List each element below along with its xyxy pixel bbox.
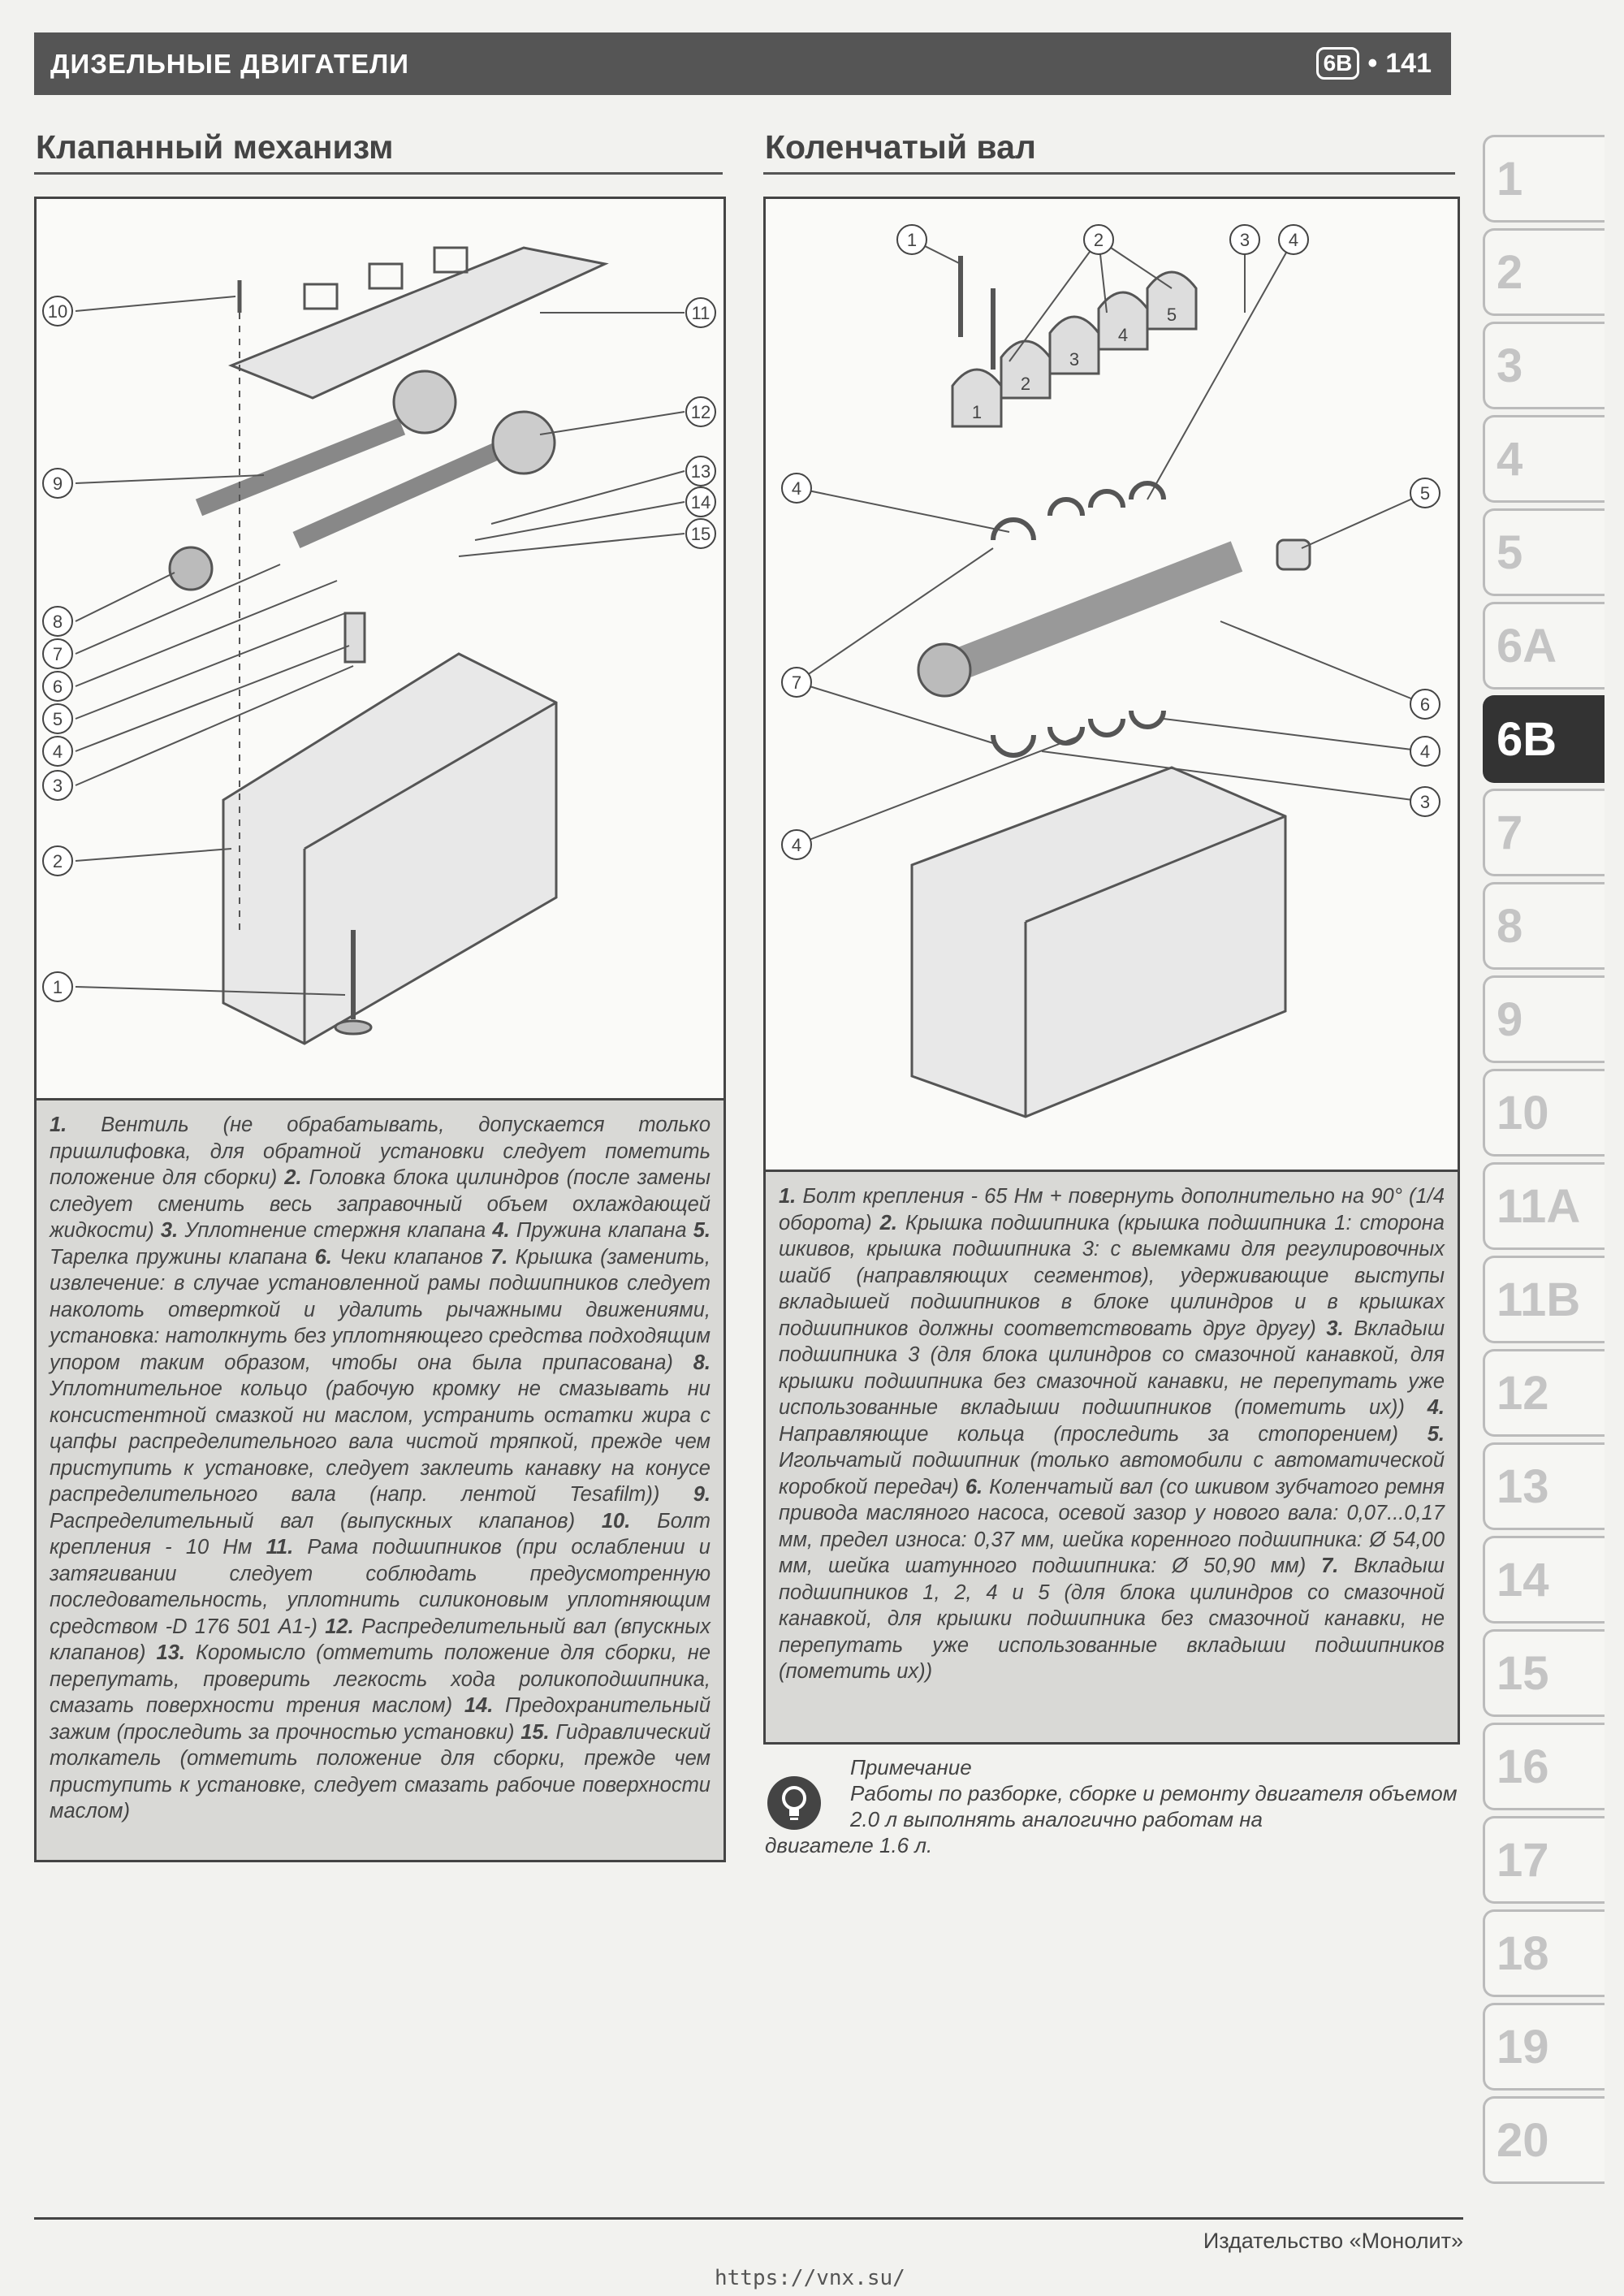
leader-line — [475, 502, 685, 540]
svg-text:4: 4 — [1419, 742, 1431, 762]
note-text-tail: двигателе 1.6 л. — [765, 1833, 933, 1857]
leader-line — [540, 412, 685, 435]
leader-line — [76, 849, 231, 861]
cylinder-block-shape — [912, 767, 1285, 1117]
chapter-tab[interactable]: 19 — [1483, 2003, 1605, 2091]
valve-train-caption — [37, 1098, 723, 1860]
callout — [43, 704, 72, 733]
callout — [43, 469, 72, 498]
section-heading: ДИЗЕЛЬНЫЕ ДВИГАТЕЛИ — [50, 49, 410, 79]
chapter-tab[interactable]: 1 — [1483, 135, 1605, 223]
chapter-tab-active[interactable]: 6B — [1483, 695, 1605, 783]
leader-line — [1302, 493, 1425, 548]
leader-line — [76, 475, 264, 483]
caption-item: 4. Направляющие кольца (проследить за стопорением) — [779, 1396, 1445, 1446]
diagram-parts — [76, 248, 685, 1044]
caption-item: 6. Чеки клапанов — [314, 1245, 491, 1269]
chapter-tab[interactable]: 7 — [1483, 789, 1605, 876]
caption-item: 2. Крышка подшипника (крышка подшипника 1: сторона шкивов, крышка подшипника 3: с выемками для регулировочных шайб (направляющих сегментов), удерживающие выступы вкладышей подшипников в блоке цилиндров и в крышках подшипников должны соответствовать друг другу) — [779, 1211, 1445, 1340]
needle-bearing-shape — [1277, 540, 1310, 569]
callout — [686, 298, 715, 327]
svg-text:12: 12 — [690, 402, 711, 422]
cap-number: 2 — [1020, 374, 1031, 394]
source-url[interactable]: https://vnx.su/ — [715, 2266, 905, 2290]
left-section-title: Клапанный механизм — [36, 128, 394, 166]
svg-text:3: 3 — [1419, 792, 1431, 812]
callout — [686, 519, 715, 548]
bullet: • — [1367, 47, 1378, 79]
callout — [1410, 690, 1440, 719]
running-header — [34, 32, 1451, 95]
chapter-tab[interactable]: 18 — [1483, 1909, 1605, 1997]
svg-text:3: 3 — [1239, 230, 1250, 250]
crankshaft-shape — [944, 556, 1237, 670]
leader-line — [1220, 621, 1425, 704]
chapter-tab[interactable]: 5 — [1483, 508, 1605, 596]
svg-text:11: 11 — [691, 303, 710, 323]
callout — [1279, 225, 1308, 254]
caption-item: 12. Распределительный вал (впускных клапанов) — [50, 1615, 711, 1664]
svg-text:6: 6 — [52, 677, 63, 697]
leader-line — [1164, 719, 1425, 751]
callout — [43, 972, 72, 1001]
chapter-tab[interactable]: 11A — [1483, 1162, 1605, 1250]
chapter-tab[interactable]: 4 — [1483, 415, 1605, 503]
svg-text:4: 4 — [791, 835, 802, 855]
valve-spring-shape — [345, 613, 365, 662]
svg-text:4: 4 — [791, 478, 802, 499]
caption-item: 1. Вентиль (не обрабатывать, допускается только пришлифовка, для обратной установки следует пометить положение для сборки) — [50, 1113, 710, 1189]
callout — [43, 639, 72, 668]
callout — [686, 456, 715, 486]
caption-item: 3. Уплотнение стержня клапана — [160, 1219, 493, 1242]
callout — [43, 771, 72, 800]
svg-text:10: 10 — [47, 301, 68, 322]
guide-ring-shape — [1091, 719, 1123, 735]
chapter-tab[interactable]: 17 — [1483, 1816, 1605, 1904]
svg-text:5: 5 — [52, 709, 63, 729]
callout — [782, 830, 811, 859]
cap-number: 1 — [971, 402, 983, 422]
valve-train-panel — [34, 197, 726, 1862]
svg-text:4: 4 — [52, 742, 63, 762]
callout — [43, 296, 72, 326]
leader-line — [797, 682, 993, 743]
caption-item: 7. Крышка (заменить, извлечение: в случае установленной рамы подшипников следует наколоть отверткой и удалить рычажными движениями, установка: натолкнуть без уплотняющего средства подходящим упором таким образом, чтобы она была припасована) — [50, 1245, 711, 1374]
callout — [1410, 737, 1440, 766]
seal-ring-shape — [170, 547, 212, 590]
guide-ring-shape — [1050, 499, 1082, 516]
crankshaft-caption — [766, 1170, 1458, 1742]
caption-item: 7. Вкладыш подшипников 1, 2, 4 и 5 (для блока цилиндров со смазочной канавкой, для крышки подшипника без смазочной канавки, не перепутать уже использованные вкладыши подшипников (пометить их)) — [779, 1554, 1445, 1683]
leader-line — [76, 573, 175, 621]
chapter-tab[interactable]: 11B — [1483, 1256, 1605, 1343]
svg-text:4: 4 — [1288, 230, 1299, 250]
svg-text:6: 6 — [1419, 694, 1431, 715]
chapter-tab[interactable]: 13 — [1483, 1442, 1605, 1530]
camshaft-gear — [493, 412, 555, 473]
frame-hole — [369, 264, 402, 288]
callout — [686, 397, 715, 426]
crankshaft-pulley — [918, 644, 970, 696]
svg-text:9: 9 — [52, 473, 63, 494]
leader-line — [491, 471, 685, 524]
chapter-tab[interactable]: 12 — [1483, 1349, 1605, 1437]
footer-rule — [34, 2217, 1463, 2220]
leader-line — [76, 613, 345, 719]
svg-text:3: 3 — [52, 776, 63, 796]
callout — [43, 607, 72, 636]
note-heading: Примечание — [850, 1755, 972, 1779]
caption-item: 6. Коленчатый вал (со шкивом зубчатого ремня привода масляного насоса, осевой зазор у нового вала: 0,07...0,17 мм, предел износа: 0,37 мм, шейка коренного подшипника: Ø 54,00 мм, шейка шатунного подшипника: Ø 50,90 мм) — [779, 1475, 1445, 1577]
crankshaft-panel — [763, 197, 1460, 1745]
caption-item: 11. Рама подшипников (при ослаблении и затягивании следует соблюдать предусмотренную последовательность, уплотнить силиконовым уплотняющим средством -D 176 501 A1-) — [50, 1536, 710, 1638]
chapter-tab[interactable]: 15 — [1483, 1629, 1605, 1717]
bearing-shell-shape — [993, 735, 1034, 755]
callout — [1410, 787, 1440, 816]
caption-item: 15. Гидравлический толкатель (отметить положение для сборки, прежде чем приступить к установке, следует смазать рабочие поверхности маслом) — [50, 1720, 711, 1823]
callout — [897, 225, 926, 254]
cap-number: 3 — [1069, 349, 1080, 370]
caption-item: 4. Пружина клапана — [492, 1219, 693, 1242]
chapter-tab[interactable]: 10 — [1483, 1069, 1605, 1157]
caption-item: 9. Распределительный вал (выпускных клапанов) — [50, 1483, 710, 1533]
svg-text:14: 14 — [690, 492, 711, 512]
svg-text:5: 5 — [1419, 483, 1431, 504]
chapter-tab[interactable]: 9 — [1483, 975, 1605, 1063]
chapter-tab[interactable]: 2 — [1483, 228, 1605, 316]
right-title-rule — [763, 172, 1455, 175]
chapter-tab[interactable]: 8 — [1483, 882, 1605, 970]
diagram-parts — [797, 240, 1425, 1117]
chapter-tab[interactable]: 14 — [1483, 1536, 1605, 1624]
guide-ring-shape — [1131, 483, 1164, 499]
caption-item: 10. Болт крепления - 10 Нм — [50, 1509, 710, 1559]
caption-item: 8. Уплотнительное кольцо (рабочую кромку не смазывать ни консистентной смазкой ни маслом, устранить остатки жира с цапфы распределительного вала чистой тряпкой, прежде чем приступить к установке, следует заклеить канавку на конусе распределительного вала (напр. лентой Tesafilm)) — [50, 1351, 710, 1506]
caption-item: 3. Вкладыш подшипника 3 (для блока цилиндров со смазочной канавкой, для крышки подшипника без смазочной канавки, не перепутать уже использованные вкладыши подшипников (пометить их)) — [779, 1317, 1445, 1419]
svg-text:1: 1 — [52, 977, 63, 997]
guide-ring-shape — [1131, 711, 1164, 727]
callout — [686, 487, 715, 517]
svg-text:1: 1 — [906, 230, 918, 250]
svg-text:13: 13 — [690, 461, 711, 482]
svg-text:7: 7 — [791, 672, 802, 693]
callout — [43, 737, 72, 766]
chapter-tab[interactable]: 20 — [1483, 2096, 1605, 2184]
svg-text:2: 2 — [52, 851, 63, 871]
caption-item: 14. Предохранительный зажим (проследить за прочностью установки) — [50, 1694, 710, 1744]
page-indicator — [1316, 47, 1432, 80]
caption-item: 2. Головка блока цилиндров (после замены следует сменить весь заправочный объем охлаждающей жидкости) — [50, 1166, 710, 1242]
valve-head-shape — [335, 1021, 371, 1034]
crankshaft-diagram — [766, 199, 1458, 1163]
page-number: 141 — [1385, 47, 1432, 79]
callout — [43, 846, 72, 876]
publisher-credit: Издательство «Монолит» — [1203, 2229, 1463, 2253]
callout — [782, 668, 811, 697]
note-block — [765, 1754, 1463, 1858]
right-section-title: Коленчатый вал — [765, 128, 1036, 166]
callout — [43, 672, 72, 701]
camshaft-gear — [394, 371, 456, 433]
leader-line — [76, 296, 235, 311]
cap-number: 5 — [1166, 305, 1177, 325]
caption-item: 13. Коромысло (отметить положение для сборки, не перепутать, проверить легкость хода роликоподшипника, смазать поверхности трения маслом) — [50, 1641, 711, 1717]
leader-line — [76, 646, 349, 751]
valve-train-diagram — [37, 199, 723, 1064]
frame-hole — [304, 284, 337, 309]
exhaust-camshaft-shape — [199, 426, 402, 508]
caption-item: 1. Болт крепления - 65 Нм + повернуть дополнительно на 90° (1/4 оборота) — [779, 1185, 1445, 1234]
callout — [1230, 225, 1259, 254]
svg-text:7: 7 — [52, 644, 63, 664]
frame-hole — [434, 248, 467, 272]
left-title-rule — [34, 172, 723, 175]
cap-number: 4 — [1117, 325, 1129, 345]
svg-text:2: 2 — [1093, 230, 1104, 250]
callout — [1410, 478, 1440, 508]
chapter-badge: 6B — [1316, 47, 1360, 80]
chapter-tab[interactable]: 6A — [1483, 602, 1605, 690]
lightbulb-icon — [765, 1774, 823, 1832]
caption-item: 5. Игольчатый подшипник (только автомобили с автоматической коробкой передач) — [779, 1422, 1445, 1498]
svg-text:8: 8 — [52, 612, 63, 632]
guide-ring-shape — [1091, 491, 1123, 508]
chapter-tab[interactable]: 3 — [1483, 322, 1605, 409]
svg-text:15: 15 — [690, 524, 711, 544]
caption-item: 5. Тарелка пружины клапана — [50, 1219, 710, 1269]
callout — [1084, 225, 1113, 254]
cylinder-head-shape — [223, 654, 556, 1044]
callout — [782, 473, 811, 503]
note-text: Работы по разборке, сборке и ремонту двигателя объемом 2.0 л выполнять аналогично работам на — [850, 1781, 1458, 1831]
leader-line — [797, 488, 1009, 532]
chapter-tab[interactable]: 16 — [1483, 1723, 1605, 1810]
